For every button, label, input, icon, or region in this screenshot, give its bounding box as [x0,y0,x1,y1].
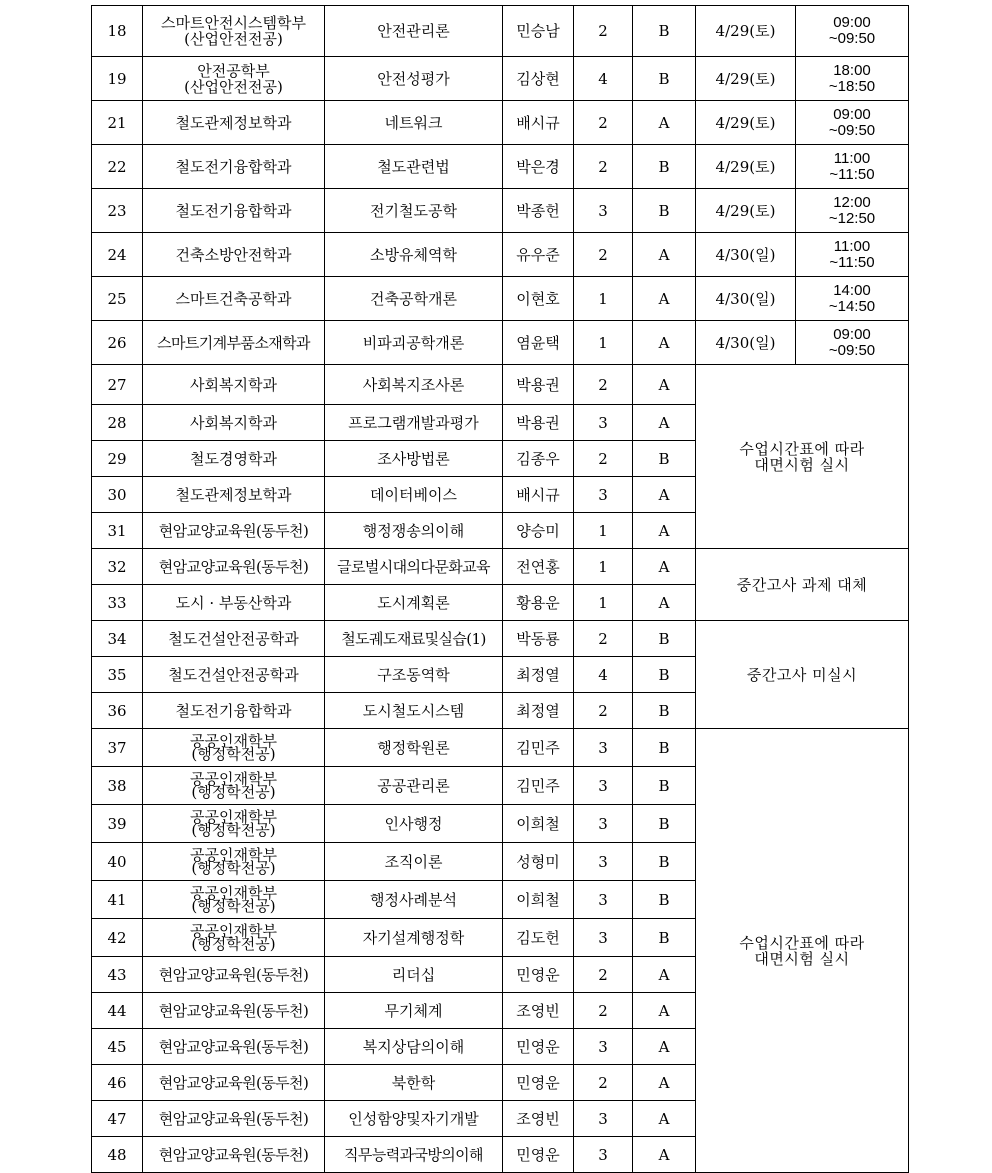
professor: 김상현 [503,57,574,101]
department [143,843,325,881]
row-number: 38 [92,767,143,805]
exam-note [696,549,909,621]
cell-line: (행정학전공) [191,820,276,839]
professor: 민영운 [503,957,574,993]
course-name: 안전성평가 [325,57,503,101]
cell-line: 대면시험 실시 [754,455,850,474]
row-number: 29 [92,441,143,477]
credits: 2 [574,957,633,993]
course-name: 직무능력과국방의이해 [325,1137,503,1173]
exam-date: 4/30(일) [696,277,796,321]
course-name: 전기철도공학 [325,189,503,233]
credits: 2 [574,6,633,57]
cell-line: 11:00 [833,237,871,255]
row-number: 40 [92,843,143,881]
table-row [92,621,909,657]
department [143,767,325,805]
course-name: 비파괴공학개론 [325,321,503,365]
professor: 이희철 [503,805,574,843]
cell-line: (행정학전공) [191,934,276,953]
professor: 민영운 [503,1137,574,1173]
cell-line: ~12:50 [828,209,876,227]
row-number: 36 [92,693,143,729]
cell-line: ~09:50 [828,341,876,359]
professor: 이희철 [503,881,574,919]
row-number: 30 [92,477,143,513]
exam-type: B [633,621,696,657]
cell-line: 수업시간표에 따라 [739,439,865,458]
credits: 4 [574,57,633,101]
cell-line: 중간고사 과제 대체 [736,575,868,594]
exam-type: A [633,1137,696,1173]
exam-type: A [633,1029,696,1065]
department [143,1065,325,1101]
credits: 2 [574,365,633,405]
department [143,957,325,993]
credits: 4 [574,657,633,693]
credits: 2 [574,233,633,277]
credits: 3 [574,919,633,957]
course-name: 도시계획론 [325,585,503,621]
row-number: 26 [92,321,143,365]
course-name: 조사방법론 [325,441,503,477]
table-row [92,277,909,321]
professor: 박종헌 [503,189,574,233]
professor: 김도헌 [503,919,574,957]
cell-line: (행정학전공) [191,782,276,801]
row-number: 39 [92,805,143,843]
exam-type: B [633,729,696,767]
cell-line: 현암교양교육원(동두천) [158,1145,309,1164]
cell-line: 철도전기융합학과 [175,201,292,220]
credits: 2 [574,693,633,729]
cell-line: 18:00 [833,61,871,79]
credits: 1 [574,585,633,621]
exam-time [796,145,909,189]
department [143,993,325,1029]
cell-line: 현암교양교육원(동두천) [158,1073,309,1092]
department [143,621,325,657]
cell-line: 공공인재학부 [190,921,277,940]
credits: 2 [574,101,633,145]
cell-line: 공공인재학부 [190,731,277,750]
professor: 박동룡 [503,621,574,657]
exam-type: B [633,441,696,477]
cell-line: 건축소방안전학과 [175,245,292,264]
course-name: 글로벌시대의다문화교육 [325,549,503,585]
department [143,277,325,321]
cell-line: 11:00 [833,149,871,167]
course-name: 공공관리론 [325,767,503,805]
department [143,6,325,57]
table-row [92,101,909,145]
credits: 3 [574,189,633,233]
exam-type: A [633,405,696,441]
credits: 2 [574,1065,633,1101]
course-name: 사회복지조사론 [325,365,503,405]
cell-line: 철도관제정보학과 [175,485,292,504]
exam-type: B [633,767,696,805]
cell-line: ~09:50 [828,30,876,47]
row-number: 27 [92,365,143,405]
table-row [92,57,909,101]
cell-line: 철도건설안전공학과 [168,665,299,684]
exam-type: A [633,321,696,365]
department [143,405,325,441]
cell-line: 14:00 [833,281,871,299]
course-name: 소방유체역학 [325,233,503,277]
professor: 성형미 [503,843,574,881]
row-number: 42 [92,919,143,957]
exam-type: B [633,57,696,101]
exam-type: B [633,919,696,957]
cell-line: 09:00 [833,325,871,343]
department [143,919,325,957]
course-name: 조직이론 [325,843,503,881]
cell-line: 현암교양교육원(동두천) [158,965,309,984]
row-number: 44 [92,993,143,1029]
department [143,729,325,767]
table-row [92,145,909,189]
exam-time [796,6,909,57]
professor: 민승남 [503,6,574,57]
exam-time [796,57,909,101]
row-number: 19 [92,57,143,101]
professor: 배시규 [503,477,574,513]
row-number: 47 [92,1101,143,1137]
exam-type: B [633,6,696,57]
professor: 김민주 [503,767,574,805]
row-number: 43 [92,957,143,993]
exam-schedule-table [91,5,909,1173]
exam-type: B [633,881,696,919]
department [143,693,325,729]
course-name: 리더십 [325,957,503,993]
credits: 3 [574,1029,633,1065]
course-name: 프로그램개발과평가 [325,405,503,441]
department [143,365,325,405]
exam-note [696,365,909,549]
credits: 3 [574,477,633,513]
exam-date: 4/29(토) [696,189,796,233]
course-name: 안전관리론 [325,6,503,57]
department [143,513,325,549]
table-row [92,729,909,767]
exam-type: B [633,657,696,693]
credits: 3 [574,843,633,881]
professor: 염윤택 [503,321,574,365]
credits: 3 [574,767,633,805]
cell-line: 스마트안전시스템학부 [161,14,306,32]
department [143,441,325,477]
credits: 3 [574,405,633,441]
exam-type: B [633,145,696,189]
credits: 2 [574,621,633,657]
cell-line: 09:00 [833,105,871,123]
department [143,57,325,101]
professor: 김민주 [503,729,574,767]
professor: 배시규 [503,101,574,145]
exam-type: A [633,585,696,621]
table-row [92,6,909,57]
cell-line: 도시 · 부동산학과 [175,593,292,612]
course-name: 자기설계행정학 [325,919,503,957]
professor: 유우준 [503,233,574,277]
row-number: 24 [92,233,143,277]
row-number: 21 [92,101,143,145]
exam-type: A [633,477,696,513]
table-row [92,321,909,365]
exam-time [796,277,909,321]
professor: 박용권 [503,405,574,441]
exam-type: B [633,843,696,881]
cell-line: 공공인재학부 [190,807,277,826]
department [143,1137,325,1173]
cell-line: (산업안전전공) [184,77,283,96]
department [143,1029,325,1065]
credits: 2 [574,145,633,189]
exam-type: A [633,101,696,145]
exam-date: 4/29(토) [696,145,796,189]
course-name: 철도궤도재료및실습(1) [325,621,503,657]
credits: 2 [574,993,633,1029]
professor: 황용운 [503,585,574,621]
course-name: 인사행정 [325,805,503,843]
department [143,1101,325,1137]
course-name: 복지상담의이해 [325,1029,503,1065]
row-number: 31 [92,513,143,549]
credits: 2 [574,441,633,477]
row-number: 46 [92,1065,143,1101]
credits: 3 [574,805,633,843]
cell-line: 현암교양교육원(동두천) [158,557,309,576]
exam-type: B [633,805,696,843]
course-name: 데이터베이스 [325,477,503,513]
row-number: 48 [92,1137,143,1173]
credits: 3 [574,729,633,767]
row-number: 33 [92,585,143,621]
row-number: 45 [92,1029,143,1065]
exam-time [796,101,909,145]
table-row [92,549,909,585]
cell-line: (행정학전공) [191,896,276,915]
row-number: 41 [92,881,143,919]
cell-line: 현암교양교육원(동두천) [158,1109,309,1128]
cell-line: 철도전기융합학과 [175,157,292,176]
table-row [92,365,909,405]
exam-time [796,233,909,277]
course-name: 행정사례분석 [325,881,503,919]
cell-line: ~18:50 [828,77,876,95]
table-row [92,189,909,233]
department [143,805,325,843]
department [143,549,325,585]
professor: 최정열 [503,657,574,693]
cell-line: 대면시험 실시 [754,949,850,968]
exam-date: 4/29(토) [696,6,796,57]
cell-line: ~11:50 [829,165,875,183]
professor: 조영빈 [503,993,574,1029]
row-number: 22 [92,145,143,189]
cell-line: 철도관제정보학과 [175,113,292,132]
exam-type: B [633,189,696,233]
exam-time [796,189,909,233]
cell-line: 스마트기계부품소재학과 [157,333,310,352]
course-name: 도시철도시스템 [325,693,503,729]
exam-date: 4/29(토) [696,101,796,145]
cell-line: 안전공학부 [197,61,270,80]
cell-line: ~11:50 [829,253,875,271]
row-number: 37 [92,729,143,767]
professor: 박은경 [503,145,574,189]
exam-note [696,729,909,1173]
credits: 3 [574,1137,633,1173]
exam-time [796,321,909,365]
cell-line: 공공인재학부 [190,845,277,864]
row-number: 32 [92,549,143,585]
cell-line: 중간고사 미실시 [746,665,858,684]
professor: 양승미 [503,513,574,549]
department [143,101,325,145]
cell-line: 철도경영학과 [190,449,277,468]
cell-line: 사회복지학과 [190,413,277,432]
row-number: 25 [92,277,143,321]
exam-type: B [633,693,696,729]
course-name: 무기체계 [325,993,503,1029]
cell-line: 사회복지학과 [190,375,277,394]
department [143,585,325,621]
table-row [92,233,909,277]
professor: 민영운 [503,1029,574,1065]
professor: 김종우 [503,441,574,477]
exam-date: 4/29(토) [696,57,796,101]
department [143,477,325,513]
cell-line: 09:00 [833,14,871,31]
professor: 최정열 [503,693,574,729]
department [143,145,325,189]
course-name: 행정쟁송의이해 [325,513,503,549]
department [143,233,325,277]
exam-note [696,621,909,729]
department [143,189,325,233]
course-name: 건축공학개론 [325,277,503,321]
exam-type: A [633,993,696,1029]
row-number: 34 [92,621,143,657]
cell-line: 스마트건축공학과 [175,289,292,308]
professor: 조영빈 [503,1101,574,1137]
department [143,881,325,919]
credits: 3 [574,1101,633,1137]
professor: 전연홍 [503,549,574,585]
cell-line: 공공인재학부 [190,883,277,902]
row-number: 28 [92,405,143,441]
exam-type: A [633,1065,696,1101]
cell-line: 공공인재학부 [190,769,277,788]
credits: 1 [574,321,633,365]
professor: 이현호 [503,277,574,321]
course-name: 행정학원론 [325,729,503,767]
row-number: 23 [92,189,143,233]
course-name: 구조동역학 [325,657,503,693]
exam-type: A [633,277,696,321]
cell-line: (산업안전전공) [184,30,283,48]
exam-type: A [633,233,696,277]
row-number: 35 [92,657,143,693]
cell-line: ~09:50 [828,121,876,139]
cell-line: 현암교양교육원(동두천) [158,1037,309,1056]
cell-line: ~14:50 [828,297,876,315]
credits: 3 [574,881,633,919]
exam-schedule-body [92,6,909,1173]
cell-line: (행정학전공) [191,858,276,877]
exam-type: A [633,513,696,549]
exam-date: 4/30(일) [696,233,796,277]
exam-type: A [633,957,696,993]
course-name: 북한학 [325,1065,503,1101]
cell-line: 수업시간표에 따라 [739,933,865,952]
course-name: 철도관련법 [325,145,503,189]
row-number: 18 [92,6,143,57]
cell-line: 철도건설안전공학과 [168,629,299,648]
cell-line: 철도전기융합학과 [175,701,292,720]
department [143,321,325,365]
course-name: 인성함양및자기개발 [325,1101,503,1137]
exam-type: A [633,1101,696,1137]
exam-date: 4/30(일) [696,321,796,365]
professor: 민영운 [503,1065,574,1101]
credits: 1 [574,549,633,585]
exam-type: A [633,549,696,585]
credits: 1 [574,277,633,321]
department [143,657,325,693]
cell-line: (행정학전공) [191,744,276,763]
cell-line: 현암교양교육원(동두천) [158,521,309,540]
cell-line: 12:00 [833,193,871,211]
course-name: 네트워크 [325,101,503,145]
credits: 1 [574,513,633,549]
professor: 박용권 [503,365,574,405]
cell-line: 현암교양교육원(동두천) [158,1001,309,1020]
exam-type: A [633,365,696,405]
